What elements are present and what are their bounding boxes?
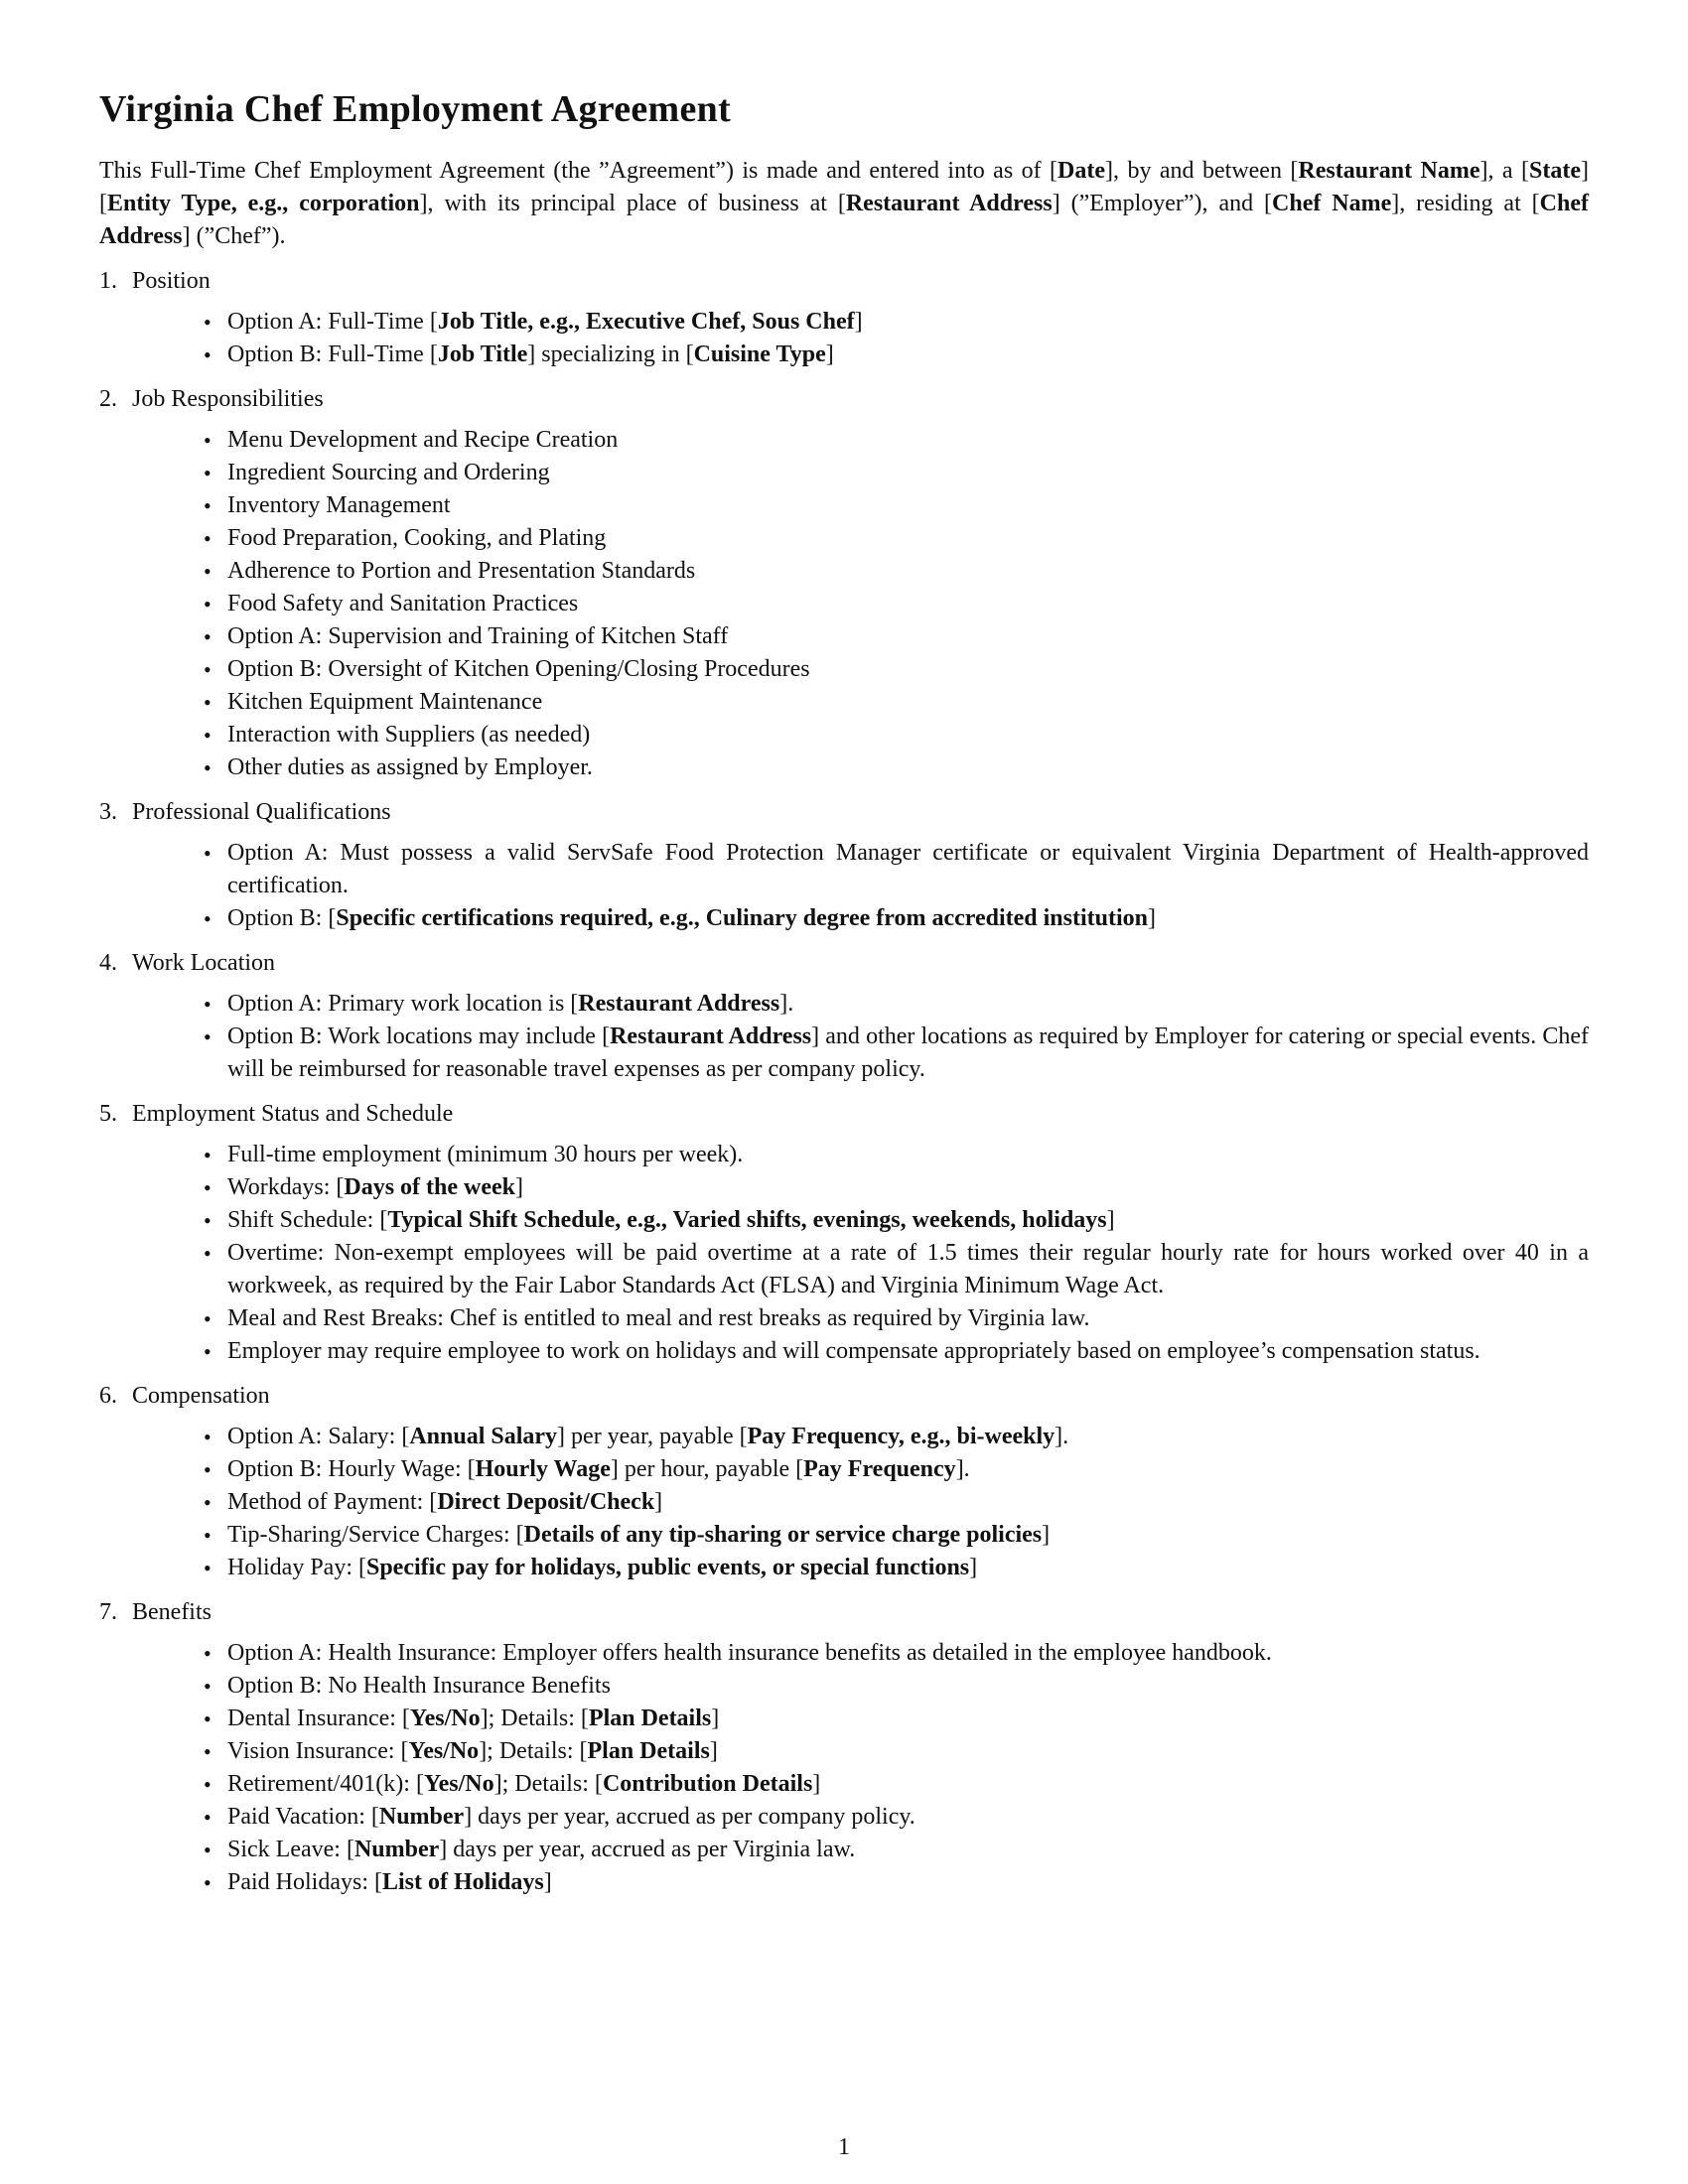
placeholder-field: Contribution Details <box>602 1771 813 1797</box>
list-item <box>227 1768 1589 1801</box>
item-text: Option A: Must possess a valid ServSafe Food Protection Manager certificate or equivalent Virginia Department of Health-approved certification. <box>227 840 1589 898</box>
placeholder-field: Cuisine Type <box>693 341 826 367</box>
intro-text: [ <box>1521 158 1530 184</box>
section <box>99 947 1589 1086</box>
item-text: Workdays: [ <box>227 1174 345 1200</box>
item-text: ]. <box>955 1456 970 1482</box>
section-heading <box>99 796 1589 829</box>
item-text: ] per year, payable [ <box>557 1424 748 1449</box>
document-page <box>99 87 1589 1911</box>
placeholder-field: Chef Address <box>99 191 1589 249</box>
item-text: ] <box>543 1869 552 1895</box>
item-text: ] <box>825 341 834 367</box>
item-text: ] specializing in [ <box>527 341 694 367</box>
section-title: Professional Qualifications <box>132 799 391 825</box>
item-text: Sick Leave: [ <box>227 1837 354 1862</box>
list-item <box>227 489 1589 522</box>
list-item <box>227 588 1589 620</box>
bullet-list <box>99 306 1589 371</box>
section-heading <box>99 1596 1589 1629</box>
placeholder-field: Details of any tip-sharing or service charge policies <box>523 1522 1043 1548</box>
section <box>99 1380 1589 1584</box>
bullet-list <box>99 424 1589 784</box>
section-number: 6. <box>99 1383 117 1409</box>
section-title: Employment Status and Schedule <box>132 1101 454 1127</box>
item-text: Interaction with Suppliers (as needed) <box>227 722 591 748</box>
item-text: ] <box>812 1771 821 1797</box>
list-item <box>227 837 1589 902</box>
intro-text: [ <box>99 191 107 216</box>
section-list <box>99 265 1589 1899</box>
list-item <box>227 424 1589 457</box>
item-text: ]. <box>779 991 794 1017</box>
section-number: 7. <box>99 1599 117 1625</box>
list-item <box>227 306 1589 339</box>
item-text: ] <box>515 1174 524 1200</box>
item-text: Full-time employment (minimum 30 hours per week). <box>227 1142 744 1167</box>
intro-text: ] (”Employer”), and <box>1052 191 1265 216</box>
placeholder-field: Direct Deposit/Check <box>437 1489 655 1515</box>
item-text: ] days per year, accrued as per company policy. <box>464 1804 915 1830</box>
intro-text: ] (”Chef”). <box>182 223 286 249</box>
section-title: Benefits <box>132 1599 211 1625</box>
item-text: ]. <box>1055 1424 1069 1449</box>
placeholder-field: Specific pay for holidays, public events, or special functions <box>365 1555 970 1580</box>
bullet-list <box>99 1139 1589 1368</box>
intro-text: [ <box>837 191 846 216</box>
item-text: Option B: Oversight of Kitchen Opening/Closing Procedures <box>227 656 810 682</box>
list-item <box>227 686 1589 719</box>
placeholder-field: State <box>1529 158 1581 184</box>
list-item <box>227 1021 1589 1086</box>
item-text: ] <box>709 1738 718 1764</box>
list-item <box>227 522 1589 555</box>
item-text: Option B: [ <box>227 905 337 931</box>
bullet-list <box>99 1421 1589 1584</box>
item-text: Ingredient Sourcing and Ordering <box>227 460 550 485</box>
item-text: Option B: Work locations may include [ <box>227 1024 611 1049</box>
list-item <box>227 457 1589 489</box>
item-text: Kitchen Equipment Maintenance <box>227 689 543 715</box>
item-text: ] <box>711 1706 720 1731</box>
section-number: 3. <box>99 799 117 825</box>
list-item <box>227 902 1589 935</box>
placeholder-field: Restaurant Address <box>610 1024 812 1049</box>
list-item <box>227 1735 1589 1768</box>
item-text: Other duties as assigned by Employer. <box>227 754 593 780</box>
placeholder-field: Number <box>353 1837 440 1862</box>
list-item <box>227 653 1589 686</box>
section-number: 2. <box>99 386 117 412</box>
list-item <box>227 1703 1589 1735</box>
item-text: ]; Details: [ <box>479 1738 588 1764</box>
section <box>99 1596 1589 1899</box>
list-item <box>227 1552 1589 1584</box>
item-text: ] <box>1042 1522 1051 1548</box>
intro-text: ], by and between <box>1105 158 1291 184</box>
placeholder-field: Restaurant Address <box>578 991 780 1017</box>
section-heading <box>99 383 1589 416</box>
placeholder-field: Typical Shift Schedule, e.g., Varied shifts, evenings, weekends, holidays <box>387 1207 1107 1233</box>
item-text: Employer may require employee to work on holidays and will compensate appropriately based on employee’s compensation status. <box>227 1338 1480 1364</box>
bullet-list <box>99 837 1589 935</box>
list-item <box>227 555 1589 588</box>
item-text: ]; Details: [ <box>493 1771 603 1797</box>
placeholder-field: Specific certifications required, e.g., Culinary degree from accredited institution <box>336 905 1148 931</box>
placeholder-field: Hourly Wage <box>475 1456 611 1482</box>
list-item <box>227 1302 1589 1335</box>
section-title: Compensation <box>132 1383 270 1409</box>
section-heading <box>99 1098 1589 1131</box>
item-text: Meal and Rest Breaks: Chef is entitled to meal and rest breaks as required by Virginia law. <box>227 1305 1090 1331</box>
document-title: Virginia Chef Employment Agreement <box>99 88 732 130</box>
item-text: Adherence to Portion and Presentation Standards <box>227 558 696 584</box>
placeholder-field: Yes/No <box>423 1771 494 1797</box>
intro-text: [ <box>1264 191 1273 216</box>
item-text: ] <box>1106 1207 1115 1233</box>
list-item <box>227 339 1589 371</box>
item-text: Option A: Salary: [ <box>227 1424 410 1449</box>
list-item <box>227 719 1589 751</box>
list-item <box>227 1237 1589 1302</box>
item-text: Option B: No Health Insurance Benefits <box>227 1673 611 1699</box>
intro-text: ] <box>1581 158 1589 184</box>
item-text: Paid Holidays: [ <box>227 1869 382 1895</box>
list-item <box>227 1421 1589 1453</box>
item-text: Inventory Management <box>227 492 451 518</box>
list-item <box>227 1139 1589 1171</box>
intro-text: [ <box>1050 158 1058 184</box>
item-text: Food Preparation, Cooking, and Plating <box>227 525 607 551</box>
section <box>99 1098 1589 1368</box>
item-text: ] <box>854 309 863 335</box>
placeholder-field: Chef Name <box>1272 191 1392 216</box>
section-title: Job Responsibilities <box>132 386 324 412</box>
intro-text: [ <box>1531 191 1540 216</box>
placeholder-field: Restaurant Name <box>1298 158 1480 184</box>
placeholder-field: Job Title, e.g., Executive Chef, Sous Chef <box>437 309 855 335</box>
section-number: 4. <box>99 950 117 976</box>
placeholder-field: Job Title <box>437 341 528 367</box>
list-item <box>227 1637 1589 1670</box>
item-text: ] days per year, accrued as per Virginia law. <box>439 1837 856 1862</box>
intro-text: [ <box>1290 158 1299 184</box>
item-text: Option A: Full-Time [ <box>227 309 438 335</box>
item-text: Dental Insurance: [ <box>227 1706 410 1731</box>
placeholder-field: Days of the week <box>344 1174 516 1200</box>
intro-paragraph <box>99 155 1589 253</box>
item-text: ] and other locations as required by Employer for catering or special events. Chef will be reimbursed for reasonable travel expenses as per company policy. <box>227 1024 1590 1082</box>
section <box>99 265 1589 371</box>
placeholder-field: Restaurant Address <box>845 191 1053 216</box>
list-item <box>227 1834 1589 1866</box>
list-item <box>227 1801 1589 1834</box>
item-text: Option A: Primary work location is [ <box>227 991 579 1017</box>
list-item <box>227 1486 1589 1519</box>
item-text: ]; Details: [ <box>480 1706 589 1731</box>
item-text: ] <box>969 1555 978 1580</box>
intro-text: ], a <box>1479 158 1522 184</box>
bullet-list <box>99 1637 1589 1899</box>
item-text: Food Safety and Sanitation Practices <box>227 591 579 616</box>
placeholder-field: Date <box>1057 158 1106 184</box>
list-item <box>227 1670 1589 1703</box>
item-text: ] <box>1148 905 1156 931</box>
item-text: Method of Payment: [ <box>227 1489 438 1515</box>
placeholder-field: Pay Frequency <box>803 1456 956 1482</box>
item-text: Menu Development and Recipe Creation <box>227 427 619 453</box>
placeholder-field: Entity Type, e.g., corporation <box>107 191 420 216</box>
list-item <box>227 1519 1589 1552</box>
list-item <box>227 1453 1589 1486</box>
item-text: Tip-Sharing/Service Charges: [ <box>227 1522 524 1548</box>
item-text: Holiday Pay: [ <box>227 1555 366 1580</box>
placeholder-field: Yes/No <box>409 1706 481 1731</box>
bullet-list <box>99 988 1589 1086</box>
item-text: Vision Insurance: [ <box>227 1738 409 1764</box>
list-item <box>227 751 1589 784</box>
placeholder-field: Pay Frequency, e.g., bi-weekly <box>747 1424 1055 1449</box>
placeholder-field: Plan Details <box>588 1706 712 1731</box>
list-item <box>227 620 1589 653</box>
item-text: Option B: Hourly Wage: [ <box>227 1456 476 1482</box>
list-item <box>227 1171 1589 1204</box>
item-text: Option B: Full-Time [ <box>227 341 438 367</box>
item-text: Paid Vacation: [ <box>227 1804 379 1830</box>
section-title: Work Location <box>132 950 276 976</box>
section-heading <box>99 1380 1589 1413</box>
section-number: 5. <box>99 1101 117 1127</box>
placeholder-field: List of Holidays <box>382 1869 544 1895</box>
item-text: Option A: Health Insurance: Employer offers health insurance benefits as detailed in the employee handbook. <box>227 1640 1272 1666</box>
item-text: Retirement/401(k): [ <box>227 1771 424 1797</box>
placeholder-field: Yes/No <box>408 1738 480 1764</box>
intro-text: ], residing at <box>1391 191 1532 216</box>
list-item <box>227 1866 1589 1899</box>
placeholder-field: Annual Salary <box>409 1424 558 1449</box>
placeholder-field: Number <box>378 1804 465 1830</box>
page-number: 1 <box>838 2134 850 2160</box>
section-heading <box>99 265 1589 298</box>
section-number: 1. <box>99 268 117 294</box>
item-text: ] per hour, payable [ <box>610 1456 804 1482</box>
list-item <box>227 988 1589 1021</box>
placeholder-field: Plan Details <box>587 1738 710 1764</box>
item-text: ] <box>654 1489 663 1515</box>
list-item <box>227 1204 1589 1237</box>
section <box>99 383 1589 784</box>
section-heading <box>99 947 1589 980</box>
list-item <box>227 1335 1589 1368</box>
item-text: Overtime: Non-exempt employees will be paid overtime at a rate of 1.5 times their regular hourly rate for hours worked over 40 in a workweek, as required by the Fair Labor Standards Act (FLSA) and Virginia Minimum Wage Act. <box>227 1240 1589 1298</box>
section <box>99 796 1589 935</box>
intro-text: ], with its principal place of business at <box>419 191 838 216</box>
section-title: Position <box>132 268 211 294</box>
item-text: Option A: Supervision and Training of Kitchen Staff <box>227 623 729 649</box>
item-text: Shift Schedule: [ <box>227 1207 388 1233</box>
intro-text: This Full-Time Chef Employment Agreement (the ”Agreement”) is made and entered into as of <box>99 158 1051 184</box>
